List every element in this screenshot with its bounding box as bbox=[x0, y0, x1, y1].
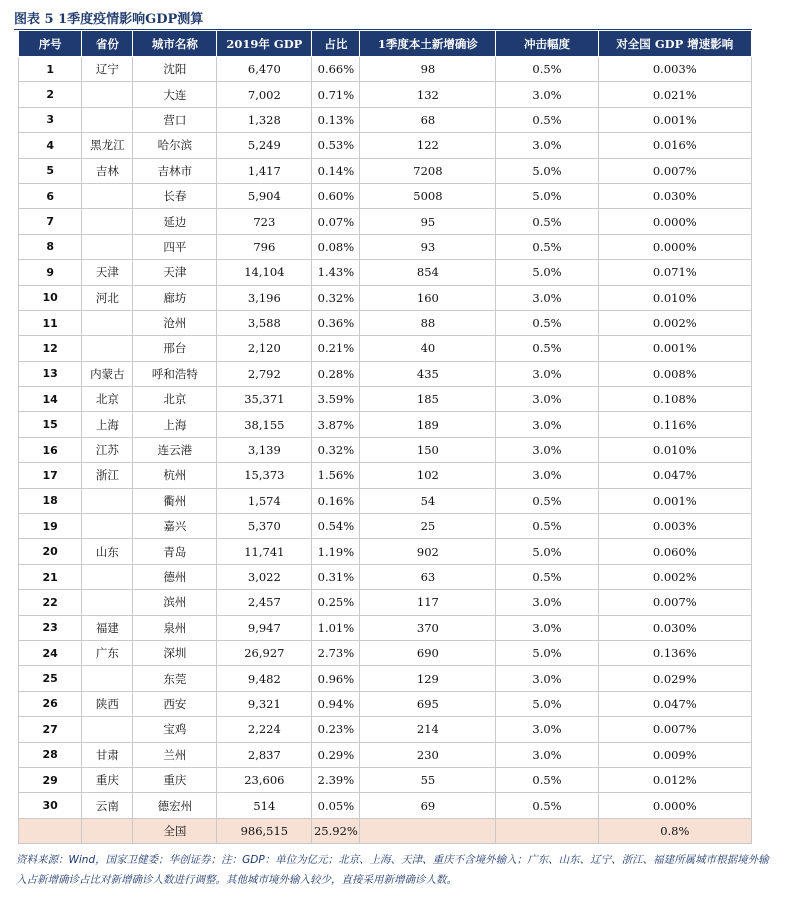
cell-province bbox=[82, 183, 133, 208]
cell-impact: 0.007% bbox=[598, 590, 751, 615]
cell-index: 4 bbox=[19, 133, 82, 158]
cell-province bbox=[82, 82, 133, 107]
cell-province: 河北 bbox=[82, 285, 133, 310]
cell-impact: 0.030% bbox=[598, 183, 751, 208]
cell-index: 5 bbox=[19, 158, 82, 183]
cell-province: 内蒙古 bbox=[82, 361, 133, 386]
cell-shock: 0.5% bbox=[496, 107, 598, 132]
cell-shock bbox=[496, 818, 598, 843]
table-row bbox=[19, 158, 752, 183]
cell-share: 3.87% bbox=[312, 412, 360, 437]
cell-shock: 0.5% bbox=[496, 336, 598, 361]
cell-province bbox=[82, 488, 133, 513]
cell-gdp: 7,002 bbox=[217, 82, 312, 107]
table-row bbox=[19, 463, 752, 488]
cell-gdp: 2,224 bbox=[217, 717, 312, 742]
cell-share: 0.31% bbox=[312, 564, 360, 589]
cell-city: 德州 bbox=[133, 564, 217, 589]
cell-shock: 3.0% bbox=[496, 387, 598, 412]
cell-share: 2.39% bbox=[312, 767, 360, 792]
cell-impact: 0.021% bbox=[598, 82, 751, 107]
table-row bbox=[19, 412, 752, 437]
cell-index: 30 bbox=[19, 793, 82, 818]
cell-impact: 0.047% bbox=[598, 463, 751, 488]
cell-shock: 5.0% bbox=[496, 691, 598, 716]
cell-share: 0.13% bbox=[312, 107, 360, 132]
header-gdp-2019: 2019年 GDP bbox=[217, 31, 312, 57]
header-new-cases: 1季度本土新增确诊 bbox=[360, 31, 496, 57]
cell-province bbox=[82, 234, 133, 259]
cell-shock: 5.0% bbox=[496, 260, 598, 285]
cell-province: 甘肃 bbox=[82, 742, 133, 767]
cell-impact: 0.000% bbox=[598, 234, 751, 259]
cell-province bbox=[82, 310, 133, 335]
cell-city: 沈阳 bbox=[133, 57, 217, 82]
figure-title: 图表 5 1季度疫情影响GDP测算 bbox=[14, 12, 204, 27]
cell-new-cases: 40 bbox=[360, 336, 496, 361]
cell-impact: 0.000% bbox=[598, 793, 751, 818]
table-row bbox=[19, 310, 752, 335]
table-row bbox=[19, 82, 752, 107]
cell-gdp: 1,328 bbox=[217, 107, 312, 132]
cell-shock: 0.5% bbox=[496, 234, 598, 259]
cell-city: 上海 bbox=[133, 412, 217, 437]
cell-new-cases: 25 bbox=[360, 514, 496, 539]
cell-new-cases: 117 bbox=[360, 590, 496, 615]
cell-shock: 3.0% bbox=[496, 285, 598, 310]
cell-impact: 0.001% bbox=[598, 107, 751, 132]
cell-shock: 3.0% bbox=[496, 463, 598, 488]
cell-new-cases: 902 bbox=[360, 539, 496, 564]
cell-share: 0.07% bbox=[312, 209, 360, 234]
cell-province bbox=[82, 666, 133, 691]
table-row bbox=[19, 564, 752, 589]
table-row bbox=[19, 133, 752, 158]
cell-impact: 0.008% bbox=[598, 361, 751, 386]
table-total-row bbox=[19, 818, 752, 843]
cell-new-cases: 189 bbox=[360, 412, 496, 437]
cell-gdp: 3,588 bbox=[217, 310, 312, 335]
cell-gdp: 3,139 bbox=[217, 437, 312, 462]
table-row bbox=[19, 336, 752, 361]
header-share: 占比 bbox=[312, 31, 360, 57]
cell-share: 0.16% bbox=[312, 488, 360, 513]
cell-index: 10 bbox=[19, 285, 82, 310]
cell-index: 28 bbox=[19, 742, 82, 767]
cell-impact: 0.8% bbox=[598, 818, 751, 843]
cell-new-cases: 69 bbox=[360, 793, 496, 818]
cell-index: 27 bbox=[19, 717, 82, 742]
cell-new-cases: 690 bbox=[360, 640, 496, 665]
table-row bbox=[19, 285, 752, 310]
cell-new-cases: 98 bbox=[360, 57, 496, 82]
cell-impact: 0.108% bbox=[598, 387, 751, 412]
cell-shock: 3.0% bbox=[496, 666, 598, 691]
cell-city: 大连 bbox=[133, 82, 217, 107]
cell-shock: 3.0% bbox=[496, 615, 598, 640]
table-row bbox=[19, 793, 752, 818]
cell-index: 15 bbox=[19, 412, 82, 437]
cell-shock: 3.0% bbox=[496, 590, 598, 615]
cell-new-cases: 132 bbox=[360, 82, 496, 107]
cell-new-cases: 88 bbox=[360, 310, 496, 335]
cell-share: 1.43% bbox=[312, 260, 360, 285]
cell-index bbox=[19, 818, 82, 843]
cell-shock: 3.0% bbox=[496, 437, 598, 462]
cell-gdp: 9,947 bbox=[217, 615, 312, 640]
cell-city: 嘉兴 bbox=[133, 514, 217, 539]
cell-share: 3.59% bbox=[312, 387, 360, 412]
cell-impact: 0.010% bbox=[598, 285, 751, 310]
cell-share: 0.36% bbox=[312, 310, 360, 335]
cell-impact: 0.116% bbox=[598, 412, 751, 437]
cell-gdp: 5,904 bbox=[217, 183, 312, 208]
cell-shock: 3.0% bbox=[496, 82, 598, 107]
cell-city: 宝鸡 bbox=[133, 717, 217, 742]
cell-gdp: 1,574 bbox=[217, 488, 312, 513]
cell-share: 0.14% bbox=[312, 158, 360, 183]
cell-new-cases: 185 bbox=[360, 387, 496, 412]
cell-impact: 0.010% bbox=[598, 437, 751, 462]
cell-city: 连云港 bbox=[133, 437, 217, 462]
cell-share: 0.71% bbox=[312, 82, 360, 107]
cell-city: 延边 bbox=[133, 209, 217, 234]
cell-index: 17 bbox=[19, 463, 82, 488]
table-row bbox=[19, 717, 752, 742]
cell-new-cases: 93 bbox=[360, 234, 496, 259]
cell-new-cases: 214 bbox=[360, 717, 496, 742]
cell-city: 呼和浩特 bbox=[133, 361, 217, 386]
cell-gdp: 26,927 bbox=[217, 640, 312, 665]
cell-province: 江苏 bbox=[82, 437, 133, 462]
cell-city: 邢台 bbox=[133, 336, 217, 361]
cell-city: 北京 bbox=[133, 387, 217, 412]
table-row bbox=[19, 260, 752, 285]
cell-province: 辽宁 bbox=[82, 57, 133, 82]
header-province: 省份 bbox=[82, 31, 133, 57]
cell-gdp: 2,792 bbox=[217, 361, 312, 386]
cell-gdp: 1,417 bbox=[217, 158, 312, 183]
cell-gdp: 9,321 bbox=[217, 691, 312, 716]
table-row bbox=[19, 387, 752, 412]
table-row bbox=[19, 234, 752, 259]
cell-new-cases: 102 bbox=[360, 463, 496, 488]
cell-gdp: 2,120 bbox=[217, 336, 312, 361]
cell-city: 营口 bbox=[133, 107, 217, 132]
cell-city: 深圳 bbox=[133, 640, 217, 665]
cell-shock: 3.0% bbox=[496, 361, 598, 386]
cell-index: 3 bbox=[19, 107, 82, 132]
cell-new-cases: 54 bbox=[360, 488, 496, 513]
cell-index: 12 bbox=[19, 336, 82, 361]
cell-impact: 0.071% bbox=[598, 260, 751, 285]
cell-index: 8 bbox=[19, 234, 82, 259]
table-row bbox=[19, 666, 752, 691]
cell-share: 0.32% bbox=[312, 285, 360, 310]
cell-impact: 0.001% bbox=[598, 488, 751, 513]
cell-impact: 0.030% bbox=[598, 615, 751, 640]
cell-gdp: 15,373 bbox=[217, 463, 312, 488]
cell-index: 20 bbox=[19, 539, 82, 564]
table-row bbox=[19, 107, 752, 132]
cell-city: 哈尔滨 bbox=[133, 133, 217, 158]
cell-city: 吉林市 bbox=[133, 158, 217, 183]
cell-new-cases: 7208 bbox=[360, 158, 496, 183]
cell-index: 7 bbox=[19, 209, 82, 234]
cell-shock: 0.5% bbox=[496, 488, 598, 513]
cell-province: 重庆 bbox=[82, 767, 133, 792]
cell-gdp: 11,741 bbox=[217, 539, 312, 564]
cell-new-cases: 854 bbox=[360, 260, 496, 285]
cell-shock: 5.0% bbox=[496, 158, 598, 183]
cell-city: 青岛 bbox=[133, 539, 217, 564]
table-body bbox=[19, 57, 752, 844]
table-row bbox=[19, 691, 752, 716]
cell-gdp: 38,155 bbox=[217, 412, 312, 437]
cell-gdp: 2,837 bbox=[217, 742, 312, 767]
cell-province bbox=[82, 336, 133, 361]
cell-index: 29 bbox=[19, 767, 82, 792]
cell-new-cases: 129 bbox=[360, 666, 496, 691]
cell-city: 廊坊 bbox=[133, 285, 217, 310]
cell-share: 2.73% bbox=[312, 640, 360, 665]
cell-shock: 0.5% bbox=[496, 564, 598, 589]
cell-share: 0.96% bbox=[312, 666, 360, 691]
table-row bbox=[19, 640, 752, 665]
cell-province: 天津 bbox=[82, 260, 133, 285]
cell-index: 19 bbox=[19, 514, 82, 539]
cell-share: 0.32% bbox=[312, 437, 360, 462]
cell-province: 黑龙江 bbox=[82, 133, 133, 158]
cell-impact: 0.060% bbox=[598, 539, 751, 564]
cell-new-cases: 150 bbox=[360, 437, 496, 462]
cell-new-cases: 55 bbox=[360, 767, 496, 792]
cell-province bbox=[82, 818, 133, 843]
cell-share: 0.21% bbox=[312, 336, 360, 361]
cell-new-cases: 95 bbox=[360, 209, 496, 234]
cell-index: 23 bbox=[19, 615, 82, 640]
cell-impact: 0.012% bbox=[598, 767, 751, 792]
table-row bbox=[19, 183, 752, 208]
table-header-row bbox=[19, 31, 752, 57]
cell-province: 吉林 bbox=[82, 158, 133, 183]
cell-gdp: 5,370 bbox=[217, 514, 312, 539]
cell-share: 25.92% bbox=[312, 818, 360, 843]
table-row bbox=[19, 361, 752, 386]
cell-index: 9 bbox=[19, 260, 82, 285]
table-row bbox=[19, 514, 752, 539]
cell-province: 上海 bbox=[82, 412, 133, 437]
cell-province bbox=[82, 209, 133, 234]
cell-index: 2 bbox=[19, 82, 82, 107]
cell-city: 全国 bbox=[133, 818, 217, 843]
cell-index: 1 bbox=[19, 57, 82, 82]
cell-impact: 0.136% bbox=[598, 640, 751, 665]
cell-new-cases: 122 bbox=[360, 133, 496, 158]
cell-impact: 0.007% bbox=[598, 158, 751, 183]
cell-gdp: 986,515 bbox=[217, 818, 312, 843]
cell-province bbox=[82, 590, 133, 615]
cell-new-cases: 5008 bbox=[360, 183, 496, 208]
cell-gdp: 2,457 bbox=[217, 590, 312, 615]
cell-province: 陕西 bbox=[82, 691, 133, 716]
cell-shock: 3.0% bbox=[496, 742, 598, 767]
cell-impact: 0.003% bbox=[598, 514, 751, 539]
cell-new-cases: 230 bbox=[360, 742, 496, 767]
cell-city: 杭州 bbox=[133, 463, 217, 488]
cell-gdp: 5,249 bbox=[217, 133, 312, 158]
cell-province: 北京 bbox=[82, 387, 133, 412]
table-row bbox=[19, 742, 752, 767]
cell-impact: 0.002% bbox=[598, 310, 751, 335]
cell-share: 0.28% bbox=[312, 361, 360, 386]
cell-share: 0.94% bbox=[312, 691, 360, 716]
cell-gdp: 796 bbox=[217, 234, 312, 259]
cell-new-cases: 68 bbox=[360, 107, 496, 132]
cell-index: 6 bbox=[19, 183, 82, 208]
header-gdp-impact: 对全国 GDP 增速影响 bbox=[598, 31, 751, 57]
cell-shock: 0.5% bbox=[496, 793, 598, 818]
cell-gdp: 35,371 bbox=[217, 387, 312, 412]
cell-impact: 0.003% bbox=[598, 57, 751, 82]
cell-shock: 0.5% bbox=[496, 514, 598, 539]
cell-province bbox=[82, 564, 133, 589]
cell-share: 0.29% bbox=[312, 742, 360, 767]
cell-share: 0.53% bbox=[312, 133, 360, 158]
cell-city: 衢州 bbox=[133, 488, 217, 513]
cell-gdp: 9,482 bbox=[217, 666, 312, 691]
cell-city: 长春 bbox=[133, 183, 217, 208]
cell-gdp: 6,470 bbox=[217, 57, 312, 82]
cell-impact: 0.007% bbox=[598, 717, 751, 742]
cell-shock: 3.0% bbox=[496, 133, 598, 158]
cell-new-cases: 160 bbox=[360, 285, 496, 310]
source-footnote: 资料来源：Wind，国家卫健委；华创证券；注：GDP：单位为亿元；北京、上海、天津、重庆不含境外输入；广东、山东、辽宁、浙江、福建所属城市根据境外输入占新增确诊占比对新增确诊人数进行调整。其他城市境外输入较少，直接采用新增确诊人数。 bbox=[16, 854, 769, 886]
cell-province: 浙江 bbox=[82, 463, 133, 488]
cell-province bbox=[82, 107, 133, 132]
gdp-impact-table bbox=[18, 30, 752, 844]
table-row bbox=[19, 590, 752, 615]
cell-province bbox=[82, 717, 133, 742]
cell-impact: 0.009% bbox=[598, 742, 751, 767]
cell-new-cases bbox=[360, 818, 496, 843]
cell-province bbox=[82, 514, 133, 539]
cell-gdp: 723 bbox=[217, 209, 312, 234]
cell-city: 沧州 bbox=[133, 310, 217, 335]
cell-share: 0.66% bbox=[312, 57, 360, 82]
cell-impact: 0.047% bbox=[598, 691, 751, 716]
cell-new-cases: 370 bbox=[360, 615, 496, 640]
cell-share: 1.01% bbox=[312, 615, 360, 640]
cell-city: 四平 bbox=[133, 234, 217, 259]
cell-shock: 0.5% bbox=[496, 310, 598, 335]
cell-shock: 5.0% bbox=[496, 539, 598, 564]
cell-province: 福建 bbox=[82, 615, 133, 640]
cell-share: 0.23% bbox=[312, 717, 360, 742]
cell-index: 24 bbox=[19, 640, 82, 665]
cell-share: 0.25% bbox=[312, 590, 360, 615]
cell-new-cases: 695 bbox=[360, 691, 496, 716]
cell-impact: 0.016% bbox=[598, 133, 751, 158]
cell-shock: 0.5% bbox=[496, 209, 598, 234]
cell-city: 兰州 bbox=[133, 742, 217, 767]
cell-impact: 0.000% bbox=[598, 209, 751, 234]
table-row bbox=[19, 57, 752, 82]
cell-impact: 0.001% bbox=[598, 336, 751, 361]
cell-share: 1.19% bbox=[312, 539, 360, 564]
table-row bbox=[19, 437, 752, 462]
cell-index: 25 bbox=[19, 666, 82, 691]
header-index: 序号 bbox=[19, 31, 82, 57]
cell-gdp: 3,196 bbox=[217, 285, 312, 310]
cell-index: 21 bbox=[19, 564, 82, 589]
cell-city: 西安 bbox=[133, 691, 217, 716]
cell-city: 天津 bbox=[133, 260, 217, 285]
cell-index: 13 bbox=[19, 361, 82, 386]
cell-index: 11 bbox=[19, 310, 82, 335]
cell-city: 重庆 bbox=[133, 767, 217, 792]
cell-gdp: 514 bbox=[217, 793, 312, 818]
cell-province: 山东 bbox=[82, 539, 133, 564]
cell-share: 0.60% bbox=[312, 183, 360, 208]
cell-city: 东莞 bbox=[133, 666, 217, 691]
cell-city: 德宏州 bbox=[133, 793, 217, 818]
cell-shock: 5.0% bbox=[496, 640, 598, 665]
cell-shock: 0.5% bbox=[496, 57, 598, 82]
header-shock: 冲击幅度 bbox=[496, 31, 598, 57]
header-city: 城市名称 bbox=[133, 31, 217, 57]
cell-index: 14 bbox=[19, 387, 82, 412]
cell-city: 滨州 bbox=[133, 590, 217, 615]
cell-index: 18 bbox=[19, 488, 82, 513]
cell-index: 16 bbox=[19, 437, 82, 462]
cell-province: 广东 bbox=[82, 640, 133, 665]
cell-impact: 0.002% bbox=[598, 564, 751, 589]
cell-gdp: 14,104 bbox=[217, 260, 312, 285]
table-row bbox=[19, 539, 752, 564]
cell-share: 0.08% bbox=[312, 234, 360, 259]
cell-gdp: 23,606 bbox=[217, 767, 312, 792]
cell-index: 22 bbox=[19, 590, 82, 615]
cell-shock: 3.0% bbox=[496, 412, 598, 437]
cell-share: 0.54% bbox=[312, 514, 360, 539]
cell-impact: 0.029% bbox=[598, 666, 751, 691]
cell-new-cases: 63 bbox=[360, 564, 496, 589]
cell-shock: 3.0% bbox=[496, 717, 598, 742]
table-row bbox=[19, 488, 752, 513]
table-row bbox=[19, 209, 752, 234]
cell-share: 1.56% bbox=[312, 463, 360, 488]
cell-city: 泉州 bbox=[133, 615, 217, 640]
table-row bbox=[19, 767, 752, 792]
cell-gdp: 3,022 bbox=[217, 564, 312, 589]
cell-shock: 0.5% bbox=[496, 767, 598, 792]
cell-province: 云南 bbox=[82, 793, 133, 818]
cell-index: 26 bbox=[19, 691, 82, 716]
cell-share: 0.05% bbox=[312, 793, 360, 818]
cell-shock: 5.0% bbox=[496, 183, 598, 208]
table-row bbox=[19, 615, 752, 640]
cell-new-cases: 435 bbox=[360, 361, 496, 386]
